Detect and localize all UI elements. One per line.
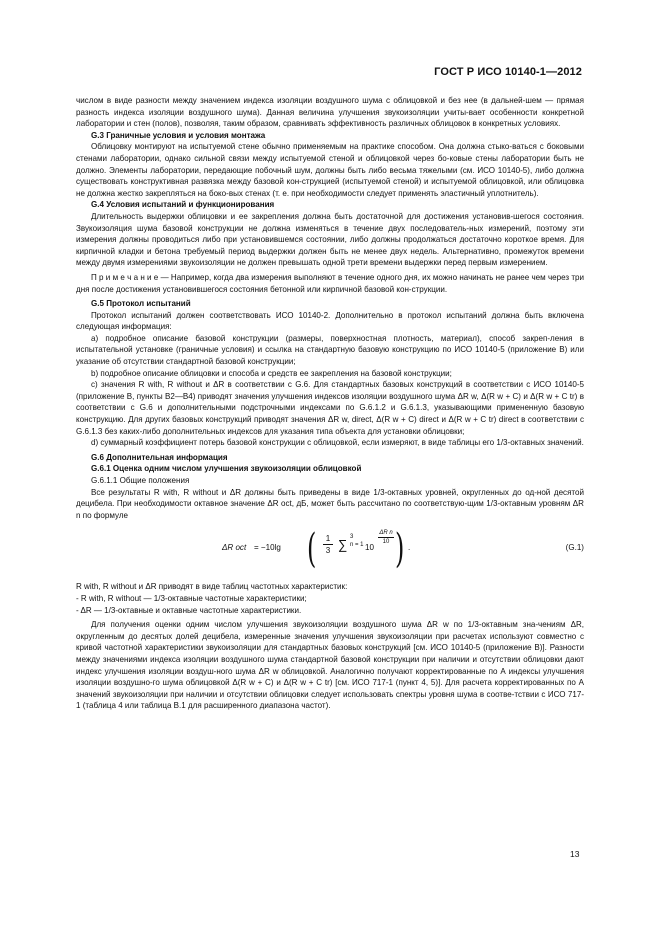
list-item-c: с) значения R with, R without и ΔR в соответствии с G.6. Для стандартных базовых конструкций в соответствии с ИСО 10140-5 (приложение В, пункты В2—В4) приводят значения улучшения индексов изоляции воздушного шума ΔR w, Δ(R w + C) и Δ(R w + C tr) в соответствии с G.6 и дополнительными подстрочными индексами по G.6.1.2 и G.6.1.3, указывающими примененную базовую конструкцию. Для других базовых конструкций приводят значения ΔR w, direct, Δ(R w + C) direct и Δ(R w + C tr) direct в соответствии с G.6.1.3 без каких-либо дополнительных индексов для указания типа объекта для установки облицовки; bbox=[76, 380, 584, 436]
paragraph-conditions: Длительность выдержки облицовки и ее закрепления должна быть достаточной для достижения установив-шегося состояния. Звукоизоляция шума базовой конструкции не должна изменяться в течение двух последователь-ных измерений, поэтому эти измерения должны проводиться либо при установившемся состоянии, либо должны продолжаться достаточно короткое время. Для кирпичной кладки и бетона требуемый период выдержки должен быть не менее двух недель. Альтернативно, промежуток времени между двумя измерениями звукоизоляции не должен превышать одной трети времени выдержки перед первым измерением. bbox=[76, 211, 584, 268]
formula-exponent bbox=[378, 529, 394, 546]
left-paren-icon: ( bbox=[307, 526, 317, 573]
list-item-octave: - ΔR — 1/3-октавные и октавные частотные характеристики. bbox=[76, 605, 302, 615]
sum-limits bbox=[350, 533, 364, 549]
list-item-d: d) суммарный коэффициент потерь базовой конструкции с облицовкой, если измеряют, в виде таблицы его 1/3-октавных значений. bbox=[91, 438, 584, 448]
heading-g5: G.5 Протокол испытаний bbox=[91, 299, 191, 309]
formula-lhs: ΔR oct bbox=[222, 543, 247, 553]
list-item-b: b) подробное описание облицовки и способа и средств ее закрепления на базовой конструкции; bbox=[91, 368, 452, 378]
heading-g6: G.6 Дополнительная информация bbox=[91, 452, 228, 462]
paragraph-report: Протокол испытаний должен соответствовать ИСО 10140-2. Дополнительно в протокол испытаний должна быть включена следующая информация: bbox=[76, 310, 584, 332]
formula-base: 10 bbox=[365, 543, 374, 553]
fraction-numerator: 1 bbox=[323, 533, 333, 545]
exponent-denominator: 10 bbox=[382, 539, 390, 546]
sum-lower: n = 1 bbox=[350, 542, 364, 549]
formula-fraction bbox=[323, 533, 333, 556]
heading-g3: G.3 Граничные условия и условия монтажа bbox=[91, 130, 266, 140]
sum-upper: 3 bbox=[350, 534, 354, 541]
list-item-third-octave: - R with, R without — 1/3-октавные частотные характеристики; bbox=[76, 593, 307, 603]
paragraph-single-number: Для получения оценки одним числом улучшения звукоизоляции воздушного шума ΔR w по 1/3-октавным зна-чениям ΔR, округленным до десятых долей децибела, измеренные значения улучшения звукоизоляции при расчетах используют совместно с кривой частотной характеристики звукоизоляции для стандартных базовых конструкций [см. ИСО 10140-5 (приложение В)]. Разности между значениями индекса изоляции воздушного шума стандартной базовой конструкции при наличии и отсутствии облицовки дают индекс улучшения изоляции воздуш-ного шума ΔR w облицовкой. Аналогично получают корректированные по А индексы улучшения изоляции воздушно-го шума облицовкой Δ(R w + C) и Δ(R w + C tr) [см. ИСО 717-1 (пункт 4, 5)]. Для расчета корректированных по А значений звукоизоляции при наличии и отсутствии облицовки следует использовать спектры уровня шума в соотве-тствии с ИСО 717-1 (таблица 4 или таблица В.1 для расширенного диапазона частот). bbox=[76, 620, 584, 711]
formula-prefix: = −10lg bbox=[254, 543, 281, 553]
document-body bbox=[76, 95, 584, 712]
formula-period: . bbox=[408, 543, 411, 553]
formula-g1 bbox=[76, 525, 584, 575]
paragraph-mounting: Облицовку монтируют на испытуемой стене обычно применяемым на практике способом. Она должна стыко-ваться с боковыми стенами лаборатории, однако сильной связи между испытуемой стеной и облицовкой через бо-ковые стены лаборатории быть не должно. Элементы лаборатории, передающие побочный шум, должны быть либо весьма тяжелыми (см. ИСО 10140-5), либо должна существовать конструктивная развязка между базовой кон-струкцией (испытуемой стеной) и испытуемой облицовкой, или облицовка не должна жестко закрепляться на боко-вых стенах (т. е. при необходимости следует применять эластичный уплотнитель). bbox=[76, 142, 584, 198]
exponent-numerator: ΔR n bbox=[379, 530, 393, 537]
heading-g611: G.6.1.1 Общие положения bbox=[91, 476, 190, 485]
paragraph-tables: R with, R without и ΔR приводят в виде таблиц частотных характеристик: bbox=[76, 582, 348, 592]
right-paren-icon: ) bbox=[395, 526, 405, 573]
list-item-a: а) подробное описание базовой конструкции (размеры, поверхностная плотность, материал), способ закреп-ления в испытательной установке (граничные условия) и ссылка на стандартную базовую конструкцию по ИСО 10140-5 (приложение В) или указание об отсутствии стандартной базовой конструкции; bbox=[76, 333, 584, 367]
note bbox=[76, 272, 584, 295]
paragraph-results: Все результаты R with, R without и ΔR должны быть приведены в виде 1/3-октавных уровней, округленных до од-ной десятой децибела. При необходимости октавное значение ΔR oct, дБ, может быть рассчитано по соответствую-щим 1/3-октавным уровням ΔR n по формуле bbox=[76, 487, 584, 520]
note-text: — Например, когда два измерения выполняют в течение одного дня, их можно начинать не ранее чем через три дня после достижения установившегося состояния бетонной или кирпичной базовой кон-струкции. bbox=[76, 272, 585, 294]
heading-g4: G.4 Условия испытаний и функционирования bbox=[91, 200, 275, 210]
paragraph-intro: числом в виде разности между значением индекса изоляции воздушного шума с облицовкой и без нее (в дальней-шем — прямая разность индекса изоляции воздушного шума). Данная величина улучшения звукоизоляции учиты-вает особенности конкретной лаборатории и стен (полов), позволяя, таким образом, сравнивать эффективность различных облицовок в конкретных условиях. bbox=[76, 96, 584, 129]
heading-g61: G.6.1 Оценка одним числом улучшения звукоизоляции облицовкой bbox=[91, 464, 362, 474]
page-number: 13 bbox=[570, 849, 580, 859]
formula-number: (G.1) bbox=[565, 543, 584, 553]
fraction-denominator: 3 bbox=[325, 546, 331, 556]
document-header: ГОСТ Р ИСО 10140-1—2012 bbox=[434, 66, 582, 78]
sum-icon: ∑ bbox=[338, 537, 348, 553]
note-label: П р и м е ч а н и е bbox=[91, 272, 159, 282]
